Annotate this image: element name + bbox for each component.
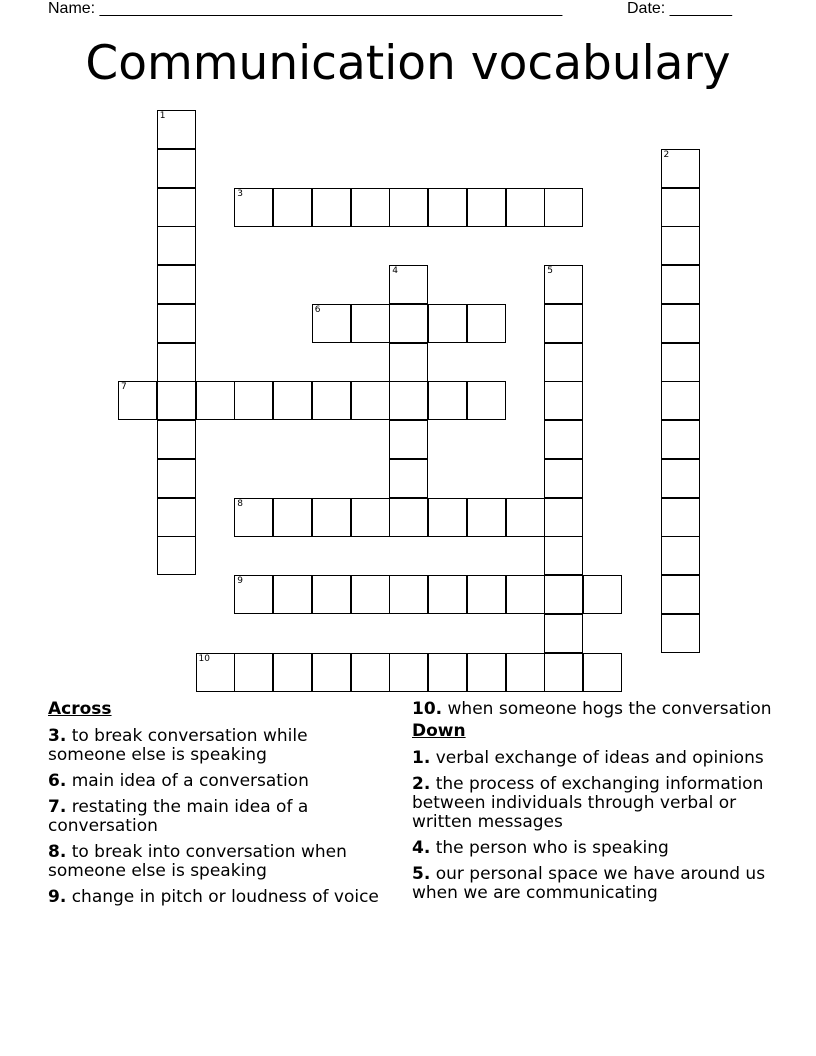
grid-cell [467,575,506,614]
grid-cell [157,498,196,537]
grid-cell [351,304,390,343]
grid-cell [428,653,467,692]
clue-text: restating the main idea of a conversation [48,797,309,836]
grid-cell [312,188,351,227]
grid-cell [273,575,312,614]
clue-number: 8. [48,842,67,862]
clue-number: 9. [48,887,67,907]
clue-across-6 [48,772,388,791]
grid-cell [157,343,196,382]
grid-cell [544,343,583,382]
grid-cell [157,381,196,420]
grid-cell [273,381,312,420]
grid-cell [273,653,312,692]
grid-cell [661,575,700,614]
grid-cell [234,498,273,537]
across-heading: Across [48,699,112,719]
grid-cell [389,498,428,537]
grid-cell [312,575,351,614]
grid-cell [351,188,390,227]
clue-text: main idea of a conversation [71,771,309,791]
grid-cell [506,498,545,537]
clues-right-column [412,700,792,910]
clue-number: 7. [48,797,67,817]
grid-cell [196,381,235,420]
clue-number-label: 2 [663,149,670,160]
clue-across-8 [48,843,388,881]
grid-cell [544,575,583,614]
grid-cell [506,653,545,692]
grid-cell [157,420,196,459]
grid-cell [544,381,583,420]
grid-cell [351,498,390,537]
grid-cell [506,188,545,227]
grid-cell [351,381,390,420]
clue-down-5 [412,865,792,903]
clue-number-label: 5 [547,266,554,276]
clue-number-label: 8 [237,498,244,509]
grid-cell [661,343,700,382]
grid-cell [389,381,428,420]
grid-cell [661,498,700,537]
grid-cell [312,653,351,692]
grid-cell [467,304,506,343]
grid-cell [312,498,351,537]
clue-number: 1. [412,748,431,768]
grid-cell [389,343,428,382]
grid-cell [583,653,622,692]
grid-cell [234,188,273,227]
clue-text: to break into conversation when someone else is speaking [48,842,347,881]
grid-cell [661,536,700,575]
clue-number-label: 9 [237,576,244,586]
grid-cell [661,459,700,498]
page-title: Communication vocabulary [85,36,731,91]
clue-text: change in pitch or loudness of voice [71,887,379,907]
down-heading: Down [412,721,466,741]
grid-cell [544,459,583,498]
clue-number: 5. [412,864,431,884]
grid-cell [118,381,157,420]
grid-cell [661,149,700,188]
grid-cell [157,304,196,343]
grid-cell [389,653,428,692]
clue-across-3 [48,727,388,765]
clue-number-label: 1 [159,111,166,121]
grid-cell [234,653,273,692]
clue-number: 10. [412,699,443,719]
grid-cell [661,226,700,265]
clue-number-label: 4 [392,266,399,276]
grid-cell [544,653,583,692]
date-field: Date: _______ [627,0,732,17]
clue-text: verbal exchange of ideas and opinions [435,748,764,768]
clue-text: the process of exchanging information between individuals through verbal or written messages [412,774,764,832]
clue-down-1 [412,749,792,768]
grid-cell [661,614,700,653]
grid-cell [234,575,273,614]
grid-cell [467,188,506,227]
grid-cell [351,653,390,692]
clue-text: when someone hogs the conversation [447,699,772,719]
grid-cell [506,575,545,614]
grid-cell [428,498,467,537]
grid-cell [389,304,428,343]
grid-cell [544,188,583,227]
grid-cell [389,188,428,227]
name-field: Name: ____________________________________________________ [48,0,563,17]
grid-cell [661,420,700,459]
grid-cell [661,188,700,227]
grid-cell [428,304,467,343]
grid-cell [661,304,700,343]
clue-text: the person who is speaking [435,838,669,858]
grid-cell [157,536,196,575]
grid-cell [544,614,583,653]
grid-cell [312,381,351,420]
grid-cell [351,575,390,614]
grid-cell [196,653,235,692]
grid-cell [544,304,583,343]
grid-cell [467,381,506,420]
grid-cell [544,420,583,459]
grid-cell [157,226,196,265]
grid-cell [428,381,467,420]
clue-across-10 [412,700,792,719]
grid-cell [583,575,622,614]
clue-number: 4. [412,838,431,858]
clue-number: 2. [412,774,431,794]
clue-text: our personal space we have around us when we are communicating [412,864,766,903]
clue-across-9 [48,888,388,907]
grid-cell [389,420,428,459]
clues-left-column [48,700,388,914]
clue-number: 3. [48,726,67,746]
clue-number-label: 6 [314,304,321,315]
grid-cell [661,265,700,304]
grid-cell [428,575,467,614]
grid-cell [467,653,506,692]
clue-across-7 [48,798,388,836]
grid-cell [234,381,273,420]
grid-cell [389,265,428,304]
clue-down-4 [412,839,792,858]
grid-cell [273,498,312,537]
clue-down-2 [412,775,792,832]
grid-cell [389,459,428,498]
grid-cell [157,265,196,304]
grid-cell [157,459,196,498]
grid-cell [157,188,196,227]
grid-cell [389,575,428,614]
grid-cell [157,149,196,188]
clue-number-label: 3 [237,188,244,199]
grid-cell [467,498,506,537]
clue-number-label: 10 [198,653,210,664]
grid-cell [428,188,467,227]
grid-cell [312,304,351,343]
grid-cell [273,188,312,227]
grid-cell [544,265,583,304]
clue-text: to break conversation while someone else is speaking [48,726,308,765]
grid-cell [157,110,196,149]
grid-cell [544,498,583,537]
clue-number-label: 7 [121,382,127,393]
grid-cell [661,381,700,420]
clue-number: 6. [48,771,67,791]
grid-cell [544,536,583,575]
